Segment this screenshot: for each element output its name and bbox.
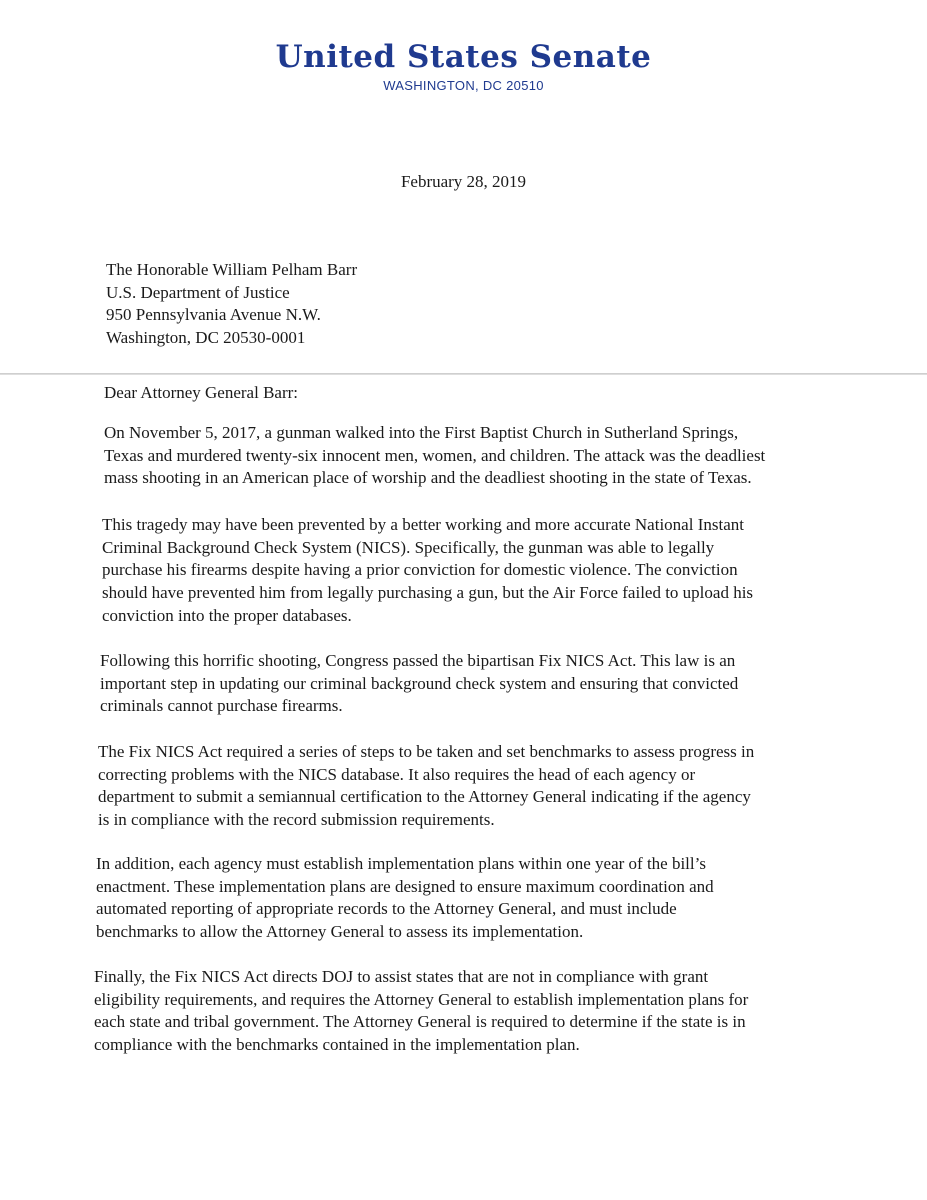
paragraph-line: automated reporting of appropriate records to the Attorney General, and must include xyxy=(96,899,677,919)
paragraph-line: This tragedy may have been prevented by a better working and more accurate National Instant xyxy=(102,515,744,534)
letter-date: February 28, 2019 xyxy=(400,172,527,191)
paragraph-line: correcting problems with the NICS database. It also requires the head of each agency or xyxy=(98,764,696,784)
paragraph-line: criminals cannot purchase firearms. xyxy=(100,696,343,716)
paragraph-line: should have prevented him from legally purchasing a gun, but the Air Force failed to upload his xyxy=(102,583,754,603)
recipient-street: 950 Pennsylvania Avenue N.W. xyxy=(106,305,321,324)
paragraph-line: compliance with the benchmarks contained in the implementation plan. xyxy=(94,1035,580,1055)
paragraph-line: Texas and murdered twenty-six innocent men, women, and children. The attack was the deadliest xyxy=(104,445,766,465)
paragraph-line: department to submit a semiannual certification to the Attorney General indicating if the agency xyxy=(98,787,751,807)
paragraph-line: important step in updating our criminal background check system and ensuring that convicted xyxy=(100,673,739,693)
paragraph-line: eligibility requirements, and requires the Attorney General to establish implementation plans for xyxy=(94,989,749,1009)
paragraph-line: benchmarks to allow the Attorney General to assess its implementation. xyxy=(96,922,584,942)
senate-address: WASHINGTON, DC 20510 xyxy=(383,78,544,93)
paragraph-line: The Fix NICS Act required a series of steps to be taken and set benchmarks to assess progress in xyxy=(98,742,755,761)
recipient-address xyxy=(106,259,357,349)
paragraph-line: On November 5, 2017, a gunman walked into the First Baptist Church in Sutherland Springs, xyxy=(104,423,739,442)
paragraph-line: mass shooting in an American place of worship and the deadliest shooting in the state of Texas. xyxy=(104,468,752,488)
paragraph xyxy=(100,650,738,718)
recipient-city: Washington, DC 20530-0001 xyxy=(106,327,306,347)
paragraph xyxy=(104,422,765,490)
paragraph-line: each state and tribal government. The Attorney General is required to determine if the state is in xyxy=(94,1012,746,1032)
letterhead xyxy=(0,40,927,93)
recipient-org: U.S. Department of Justice xyxy=(106,282,290,302)
paragraph xyxy=(102,514,753,628)
paragraph-line: Criminal Background Check System (NICS). Specifically, the gunman was able to legally xyxy=(102,537,715,557)
fold-line xyxy=(0,373,927,375)
paragraph xyxy=(96,853,714,944)
paragraph-line: conviction into the proper databases. xyxy=(102,605,352,625)
paragraph-line: is in compliance with the record submission requirements. xyxy=(98,810,495,830)
paragraph-line: In addition, each agency must establish implementation plans within one year of the bill’s xyxy=(96,854,706,873)
recipient-name: The Honorable William Pelham Barr xyxy=(106,260,358,279)
paragraph-line: enactment. These implementation plans are designed to ensure maximum coordination and xyxy=(96,876,714,896)
senate-name: United States Senate xyxy=(275,39,652,75)
paragraph xyxy=(94,966,748,1057)
paragraph-line: Finally, the Fix NICS Act directs DOJ to assist states that are not in compliance with grant xyxy=(94,967,709,986)
paragraph xyxy=(98,741,754,832)
salutation: Dear Attorney General Barr: xyxy=(104,383,298,402)
paragraph-line: Following this horrific shooting, Congress passed the bipartisan Fix NICS Act. This law is an xyxy=(100,651,736,670)
paragraph-line: purchase his firearms despite having a prior conviction for domestic violence. The conviction xyxy=(102,560,738,580)
